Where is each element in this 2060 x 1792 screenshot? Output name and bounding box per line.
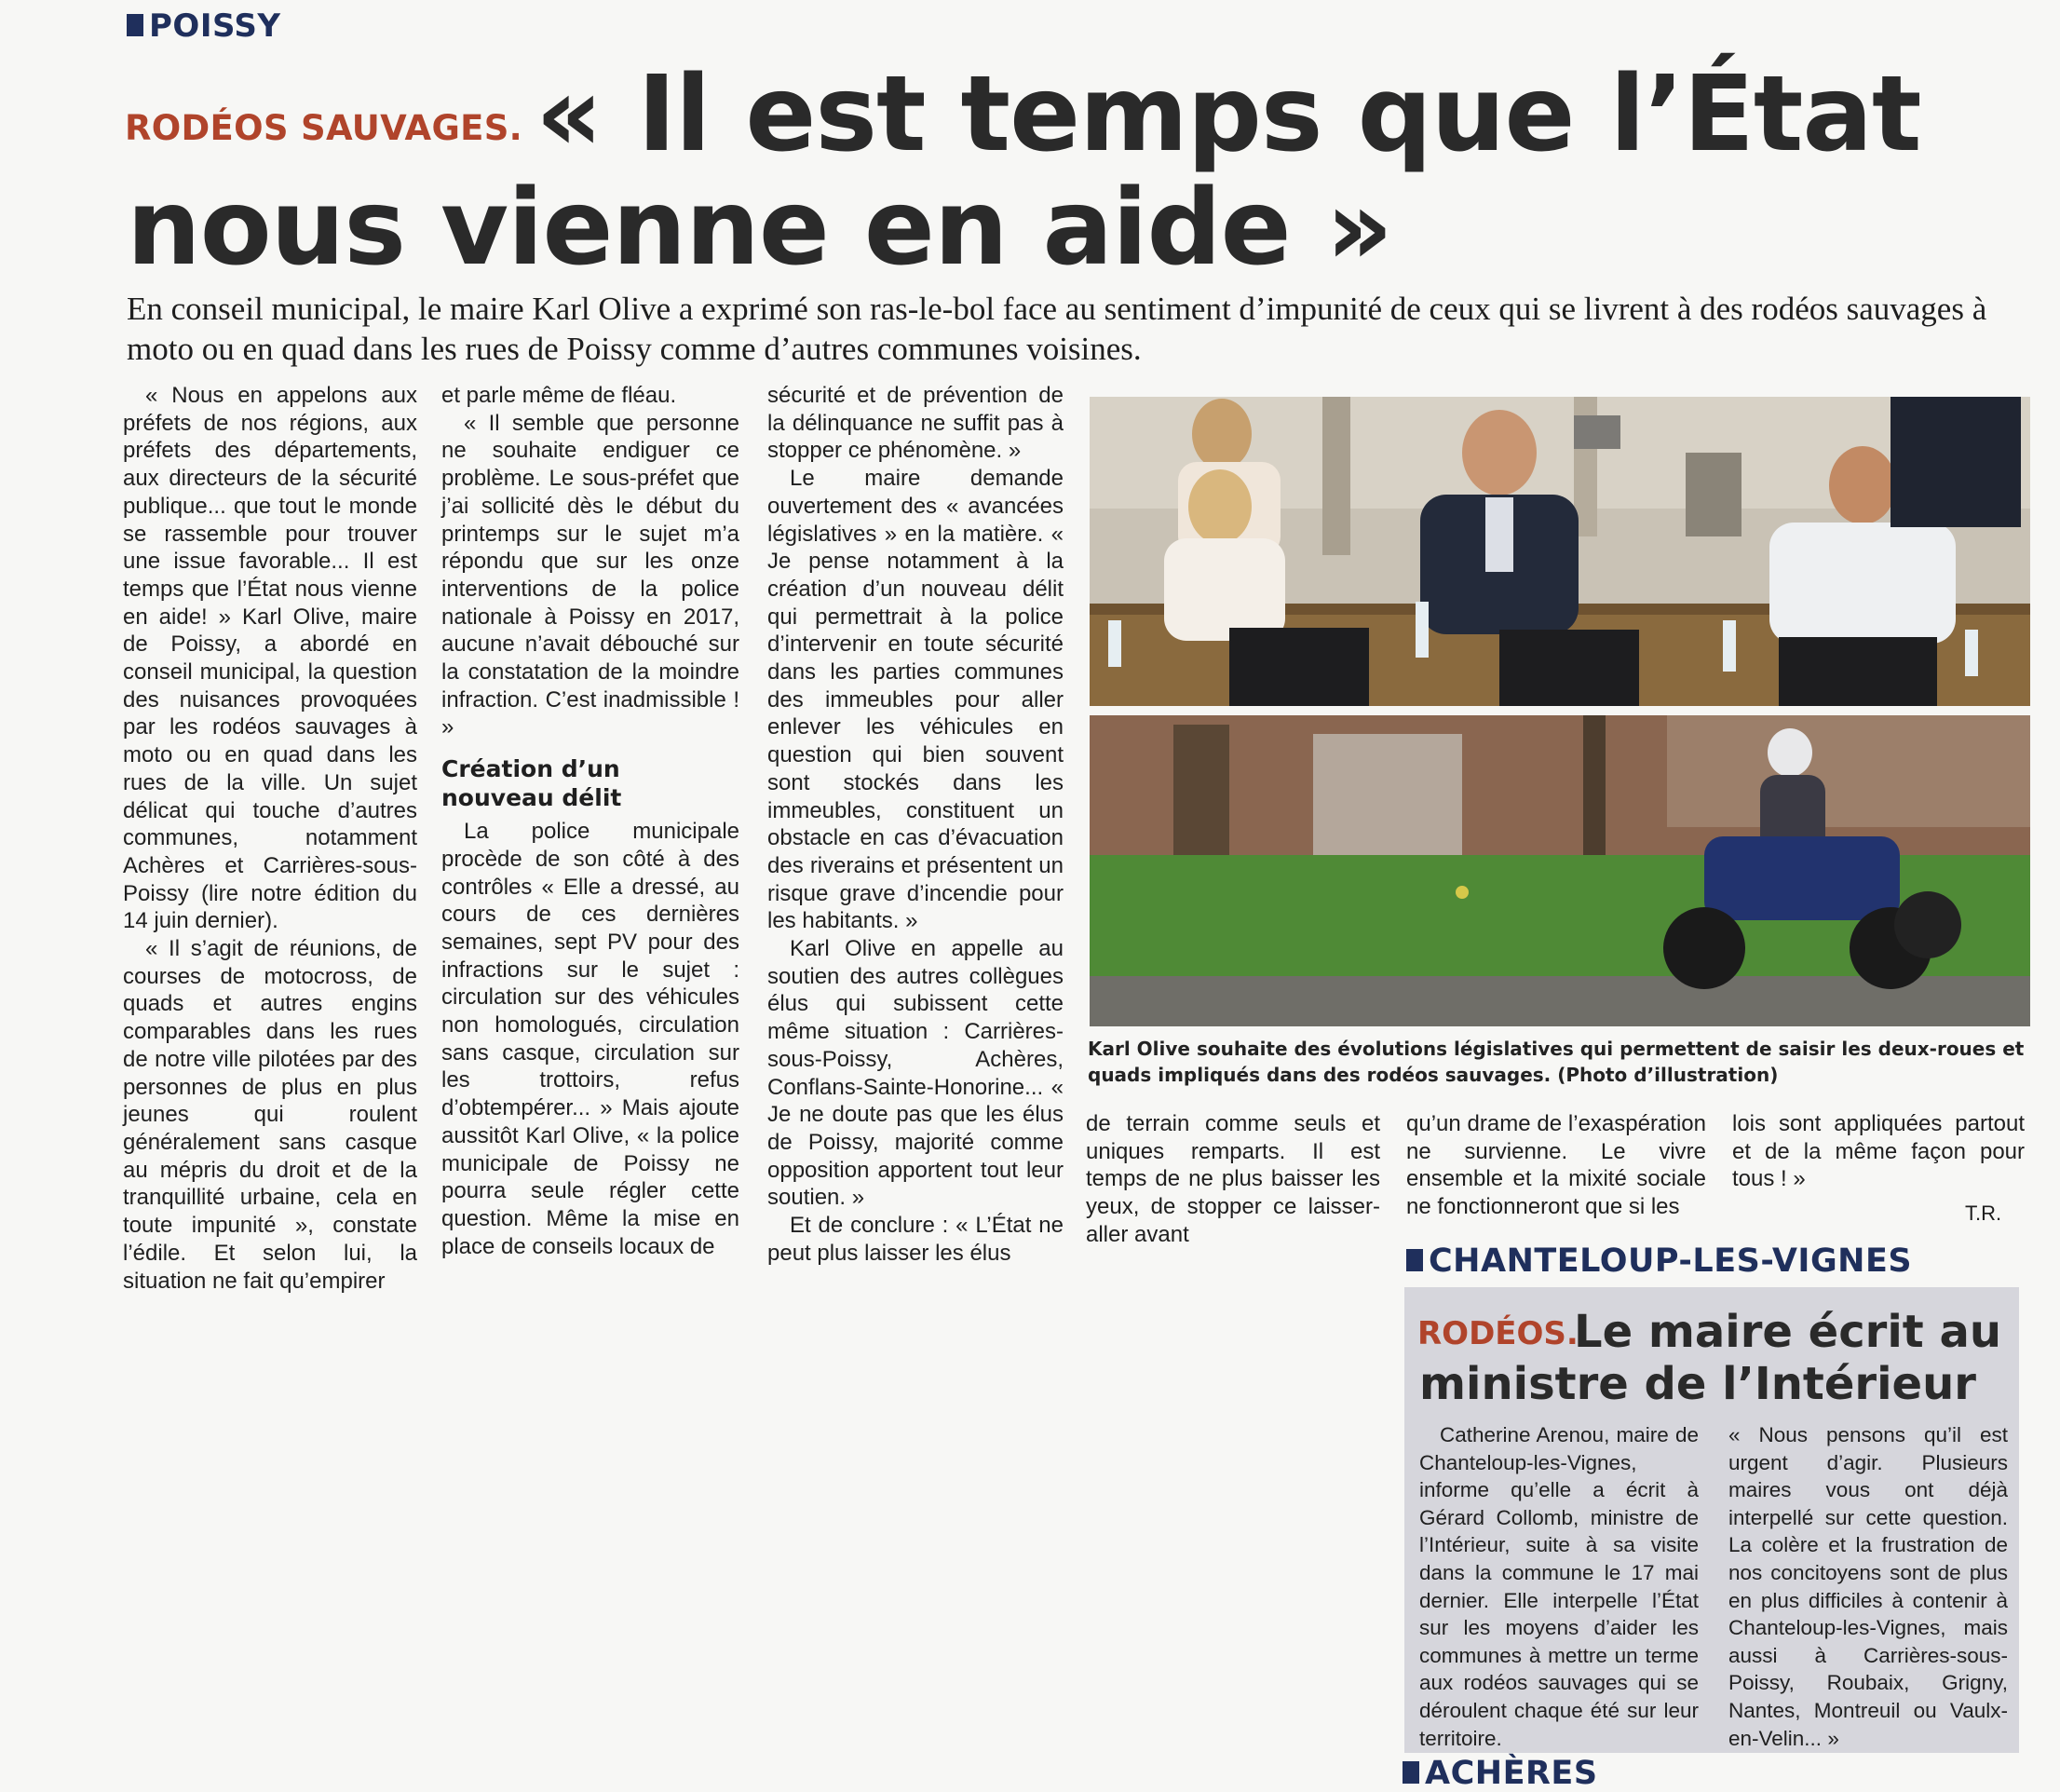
section-label xyxy=(127,7,281,45)
sidebar-section-label xyxy=(1406,1242,1912,1280)
paragraph: Le maire demande ouvertement des « avancées législatives » en la matière. « Je pense notamment à la création d’un nouveau délit qui permettrait à la police d’intervenir en toute sécurité dans les parties communes des immeubles pour aller enlever les véhicules en question qui bien souvent sont stockés dans les immeubles, constituent un obstacle en cas d’évacuation des riverains et présentent un risque grave d’incendie pour les habitants. » xyxy=(767,466,1064,934)
council-meeting-illustration xyxy=(1090,397,2030,706)
quad-rider-illustration xyxy=(1090,715,2030,1026)
article-column-5 xyxy=(1406,1110,1706,1221)
paragraph: « Nous pensons qu’il est urgent d’agir. Plusieurs maires vous ont déjà interpellé sur cette question. La colère et la frustration de nos concitoyens sont de plus en plus difficiles à contenir à Chanteloup-les-Vignes, mais aussi à Carrières-sous-Poissy, Roubaix, Grigny, Nantes, Montreuil ou Vaulx-en-Velin... » xyxy=(1728,1423,2008,1750)
headline-line-1: « Il est temps que l’État xyxy=(535,54,1921,175)
paragraph: de terrain comme seuls et uniques remparts. Il est temps de ne plus baisser les yeux, de stopper ce laisser-aller avant xyxy=(1086,1111,1380,1247)
next-section-label xyxy=(1403,1755,1598,1792)
article-column-2 xyxy=(441,382,739,1260)
section-label-text: POISSY xyxy=(149,7,281,45)
article-column-1 xyxy=(123,382,417,1295)
sidebar-headline-line-1: Le maire écrit au xyxy=(1574,1306,2001,1358)
paragraph: Et de conclure : « L’État ne peut plus laisser les élus xyxy=(767,1213,1064,1266)
byline: T.R. xyxy=(1965,1201,2002,1225)
article-column-4 xyxy=(1086,1110,1380,1249)
sidebar-headline-line-2: ministre de l’Intérieur xyxy=(1419,1358,1976,1410)
sidebar-column-2 xyxy=(1728,1421,2008,1752)
sidebar-section-label-text: CHANTELOUP-LES-VIGNES xyxy=(1429,1242,1913,1280)
section-square-icon xyxy=(1403,1761,1419,1784)
paragraph: et parle même de fléau. xyxy=(441,383,677,408)
sidebar-column-1 xyxy=(1419,1421,1699,1752)
paragraph: « Nous en appelons aux préfets de nos régions, aux préfets des départements, aux directeurs de la sécurité publique... que tout le monde se rassemble pour trouver une issue favorable... Il est temps que l’État nous vienne en aide! » Karl Olive, maire de Poissy, a abordé en conseil municipal, la question des nuisances provoquées par les rodéos sauvages à moto ou en quad dans les rues de la ville. Un sujet délicat qui touche d’autres communes, notamment Achères et Carrières-sous-Poissy (lire notre édition du 14 juin dernier). xyxy=(123,383,417,934)
article-column-3 xyxy=(767,382,1064,1268)
council-meeting-photo xyxy=(1090,397,2030,706)
quad-rider-photo xyxy=(1090,715,2030,1026)
paragraph: sécurité et de prévention de la délinquance ne suffit pas à stopper ce phénomène. » xyxy=(767,383,1064,464)
section-square-icon xyxy=(1406,1249,1423,1271)
photo-caption: Karl Olive souhaite des évolutions législatives qui permettent de saisir les deux-roues et quads impliqués dans des rodéos sauvages. (Photo d’illustration) xyxy=(1088,1038,2025,1086)
article-column-6 xyxy=(1732,1110,2025,1193)
section-square-icon xyxy=(127,14,143,36)
lead-paragraph: En conseil municipal, le maire Karl Olive a exprimé son ras-le-bol face au sentiment d’impunité de ceux qui se livrent à des rodéos sauvages à moto ou en quad dans les rues de Poissy comme d’autres communes voisines. xyxy=(127,291,1987,367)
headline-line-2: nous vienne en aide » xyxy=(127,168,1392,289)
sidebar-kicker: RODÉOS. xyxy=(1417,1315,1579,1352)
paragraph: « Il semble que personne ne souhaite endiguer ce problème. Le sous-préfet que j’ai sollicité dès le début du printemps sur le sujet m’a répondu que sur les onze interventions de la police nationale à Poissy en 2017, aucune n’avait débouché sur la constatation de la moindre infraction. C’est inadmissible ! » xyxy=(441,410,739,740)
paragraph: lois sont appliquées partout et de la même façon pour tous ! » xyxy=(1732,1111,2025,1192)
next-section-label-text: ACHÈRES xyxy=(1425,1755,1598,1792)
paragraph: Catherine Arenou, maire de Chanteloup-les-Vignes, informe qu’elle a écrit à Gérard Collomb, ministre de l’Intérieur, suite à sa visite dans la commune le 17 mai dernier. Elle interpelle l’État sur les moyens d’aider les communes à mettre un terme aux rodéos sauvages qui se déroulent chaque été sur leur territoire. xyxy=(1419,1423,1699,1750)
paragraph: Karl Olive en appelle au soutien des autres collègues élus qui subissent cette même situation : Carrières-sous-Poissy, Achères, Conflans-Sainte-Honorine... « Je ne doute pas que les élus de Poissy, majorité comme opposition apportent tout leur soutien. » xyxy=(767,936,1064,1211)
paragraph: La police municipale procède de son côté à des contrôles « Elle a dressé, au cours de ces dernières semaines, sept PV pour des infractions sur le sujet : circulation sur des véhicules non homologués, circulation sans casque, circulation sur les trottoirs, refus d’obtempérer... » Mais ajoute aussitôt Karl Olive, « la police municipale de Poissy ne pourra seule régler cette question. Même la mise en place de conseils locaux de xyxy=(441,819,739,1259)
subheading: Création d’un nouveau délit xyxy=(441,755,622,812)
headline-kicker: RODÉOS SAUVAGES. xyxy=(125,108,523,148)
paragraph: qu’un drame de l’exaspération ne survienne. Le vivre ensemble et la mixité sociale ne fonctionneront que si les xyxy=(1406,1111,1706,1220)
paragraph: « Il s’agit de réunions, de courses de motocross, de quads et autres engins comparables dans les rues de notre ville pilotées par des personnes de plus en plus jeunes qui roulent généralement sans casque au mépris du droit et de la tranquillité urbaine, cela en toute impunité », constate l’édile. Et selon lui, la situation ne fait qu’empirer xyxy=(123,936,417,1294)
